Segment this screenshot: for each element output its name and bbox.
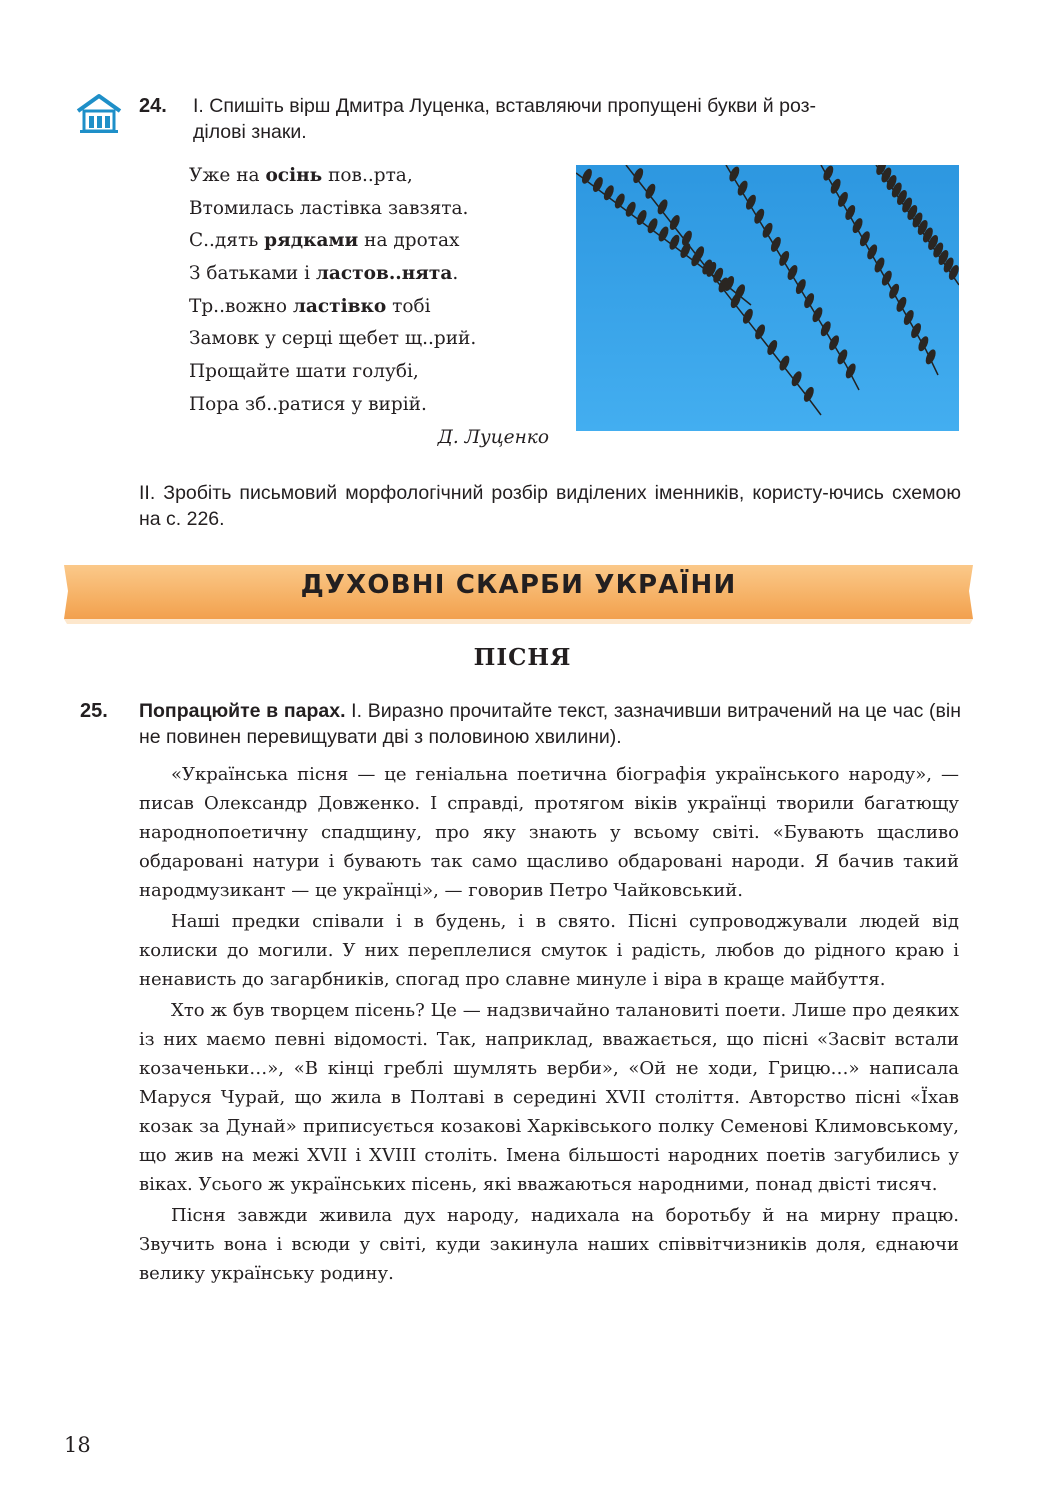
poem [189,160,569,454]
exercise-number: 25. [80,700,108,722]
poem-line: Замовк у серці щебет щ..рий. [189,328,477,350]
paragraph: Наші предки співали і в будень, і в свято. Пісні супроводжували людей від колиски до могили. У них переплелися смуток і радість, любов до рідного краю і ненависть до загарбників, спогад про славне минуле і віра в краще майбуття. [139,911,959,990]
exercise-number: 24. [139,95,167,117]
poem-line: Пора зб..ратися у вирій. [189,393,427,415]
poem-line: С..дять рядками на дротах [189,230,460,252]
instruction-line: І. Спишіть вірш Дмитра Луценка, вставляючи пропущені букви й роз- [193,95,817,117]
paragraph: «Українська пісня — це геніальна поетична біографія українського народу», — писав Олександр Довженко. І справді, протягом віків українці творили багатющу народнопоетичну спадщину, про яку знають у всьому світі. «Бувають щасливо обдаровані натури і бувають так само щасливо обдаровані народи. Я бачив такий народмузикант — це українці», — говорив Петро Чайковський. [139,764,959,901]
poem-line: Прощайте шати голубі, [189,361,419,383]
task-mode-label: Попрацюйте в парах. [139,700,346,722]
exercise-part-two: ІІ. Зробіть письмовий морфологічний розбір виділених іменників, користу-ючись схемою на с. 226. [139,482,961,530]
paragraph: Хто ж був творцем пісень? Це — надзвичайно талановиті поети. Лише про деяких із них маємо певні відомості. Так, наприклад, вважається, що пісні «Засвіт встали козаченьки…», «В кінці греблі шумлять верби», «Ой не ходи, Грицю…» написала Маруся Чурай, що жила в Полтаві в середині XVII століття. Авторство пісні «Їхав козак за Дунай» приписується козакові Харківського полку Семенові Климовському, що жив на межі XVII і XVIII століть. Імена більшості народних поетів загубились у віках. Усього ж українських пісень, які вважаються народними, понад двісті тисяч. [139,1000,959,1195]
page-number: 18 [64,1433,91,1457]
exercise-instruction [139,698,961,750]
exercise-instruction [193,93,963,145]
poem-line: Тр..вожно ластівко тобі [189,295,431,317]
poem-line: З батьками і ластов..нята. [189,263,459,285]
poem-author: Д. Луценко [437,426,549,448]
text-title: ПІСНЯ [473,644,572,671]
house-icon [76,93,122,135]
poem-line: Уже на осінь пов..рта, [189,165,413,186]
instruction-line: ділові знаки. [193,121,307,143]
reading-text [139,760,959,1290]
swallows-on-wires-photo [576,165,959,431]
instruction-text: І. Виразно прочитайте текст, зазначивши витрачений на це час (він не повинен перевищувати дві з половиною хвилини). [139,700,962,748]
paragraph: Пісня завжди живила дух народу, надихала на боротьбу й на мирну працю. Звучить вона і всюди у світі, куди закинула наших співвітчизників доля, єднаючи велику українську родину. [139,1205,959,1284]
poem-line: Втомилась ластівка завзята. [189,197,469,219]
section-title: ДУХОВНІ СКАРБИ УКРАЇНИ [300,570,737,600]
